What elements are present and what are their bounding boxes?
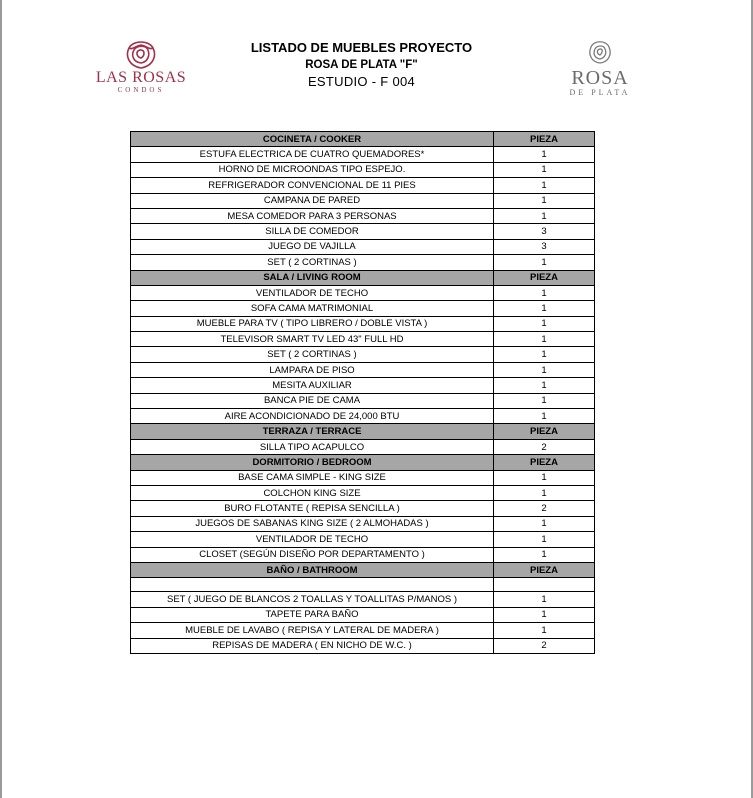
item-quantity: 1 bbox=[494, 285, 595, 300]
item-quantity: 1 bbox=[494, 193, 595, 208]
table-row bbox=[131, 516, 595, 531]
section-title: DORMITORIO / BEDROOM bbox=[131, 455, 494, 470]
item-quantity: 1 bbox=[494, 532, 595, 547]
item-description: TELEVISOR SMART TV LED 43" FULL HD bbox=[131, 332, 494, 347]
table-row bbox=[131, 547, 595, 562]
table-row bbox=[131, 255, 595, 270]
item-description: MUEBLE PARA TV ( TIPO LIBRERO / DOBLE VISTA ) bbox=[131, 316, 494, 331]
item-description: LAMPARA DE PISO bbox=[131, 362, 494, 377]
item-quantity bbox=[494, 578, 595, 592]
item-quantity: 1 bbox=[494, 362, 595, 377]
table-row bbox=[131, 532, 595, 547]
item-description: JUEGOS DE SABANAS KING SIZE ( 2 ALMOHADAS ) bbox=[131, 516, 494, 531]
item-quantity: 2 bbox=[494, 439, 595, 454]
item-description: HORNO DE MICROONDAS TIPO ESPEJO. bbox=[131, 162, 494, 177]
item-description: BANCA PIE DE CAMA bbox=[131, 393, 494, 408]
item-description: JUEGO DE VAJILLA bbox=[131, 239, 494, 254]
table-row bbox=[131, 162, 595, 177]
table-row bbox=[131, 239, 595, 254]
section-header-row bbox=[131, 270, 595, 285]
item-quantity: 1 bbox=[494, 393, 595, 408]
document-header bbox=[220, 40, 503, 90]
table-row bbox=[131, 301, 595, 316]
item-quantity: 3 bbox=[494, 224, 595, 239]
item-description: BURO FLOTANTE ( REPISA SENCILLA ) bbox=[131, 501, 494, 516]
item-description: TAPETE PARA BAÑO bbox=[131, 607, 494, 622]
section-title: TERRAZA / TERRACE bbox=[131, 424, 494, 439]
item-quantity: 1 bbox=[494, 332, 595, 347]
item-description bbox=[131, 578, 494, 592]
item-quantity: 1 bbox=[494, 485, 595, 500]
item-quantity: 1 bbox=[494, 409, 595, 424]
item-quantity: 1 bbox=[494, 147, 595, 162]
item-quantity: 1 bbox=[494, 607, 595, 622]
item-quantity: 1 bbox=[494, 378, 595, 393]
item-quantity: 1 bbox=[494, 547, 595, 562]
section-title: SALA / LIVING ROOM bbox=[131, 270, 494, 285]
item-quantity: 1 bbox=[494, 623, 595, 638]
item-description: BASE CAMA SIMPLE - KING SIZE bbox=[131, 470, 494, 485]
document-title: LISTADO DE MUEBLES PROYECTO bbox=[250, 40, 473, 55]
item-description: MUEBLE DE LAVABO ( REPISA Y LATERAL DE MADERA ) bbox=[131, 623, 494, 638]
table-row bbox=[131, 393, 595, 408]
table-row bbox=[131, 347, 595, 362]
table-row bbox=[131, 607, 595, 622]
table-row bbox=[131, 501, 595, 516]
item-description: REFRIGERADOR CONVENCIONAL DE 11 PIES bbox=[131, 178, 494, 193]
section-header-row bbox=[131, 132, 595, 147]
furniture-table bbox=[130, 131, 595, 654]
item-description: CAMPANA DE PARED bbox=[131, 193, 494, 208]
rosa-de-plata-logo bbox=[550, 36, 650, 106]
table-row bbox=[131, 285, 595, 300]
qty-column-header: PIEZA bbox=[494, 562, 595, 577]
item-description: ESTUFA ELECTRICA DE CUATRO QUEMADORES* bbox=[131, 147, 494, 162]
table-row bbox=[131, 485, 595, 500]
document-subtitle: ROSA DE PLATA "F" bbox=[305, 59, 418, 71]
item-description: AIRE ACONDICIONADO DE 24,000 BTU bbox=[131, 409, 494, 424]
item-quantity: 1 bbox=[494, 470, 595, 485]
table-row bbox=[131, 147, 595, 162]
item-quantity: 1 bbox=[494, 208, 595, 223]
unit-label: ESTUDIO - F 004 bbox=[307, 74, 416, 89]
table-row bbox=[131, 439, 595, 454]
item-description: CLOSET (SEGÚN DISEÑO POR DEPARTAMENTO ) bbox=[131, 547, 494, 562]
item-quantity: 1 bbox=[494, 162, 595, 177]
logo-right-brand: ROSA bbox=[571, 67, 629, 89]
item-description: SOFA CAMA MATRIMONIAL bbox=[131, 301, 494, 316]
item-description: MESITA AUXILIAR bbox=[131, 378, 494, 393]
section-title: BAÑO / BATHROOM bbox=[131, 562, 494, 577]
table-row bbox=[131, 362, 595, 377]
logo-right-sub: DE PLATA bbox=[569, 88, 631, 97]
item-description: VENTILADOR DE TECHO bbox=[131, 532, 494, 547]
table-row bbox=[131, 208, 595, 223]
item-description: SET ( JUEGO DE BLANCOS 2 TOALLAS Y TOALLITAS P/MANOS ) bbox=[131, 592, 494, 607]
page-frame-left bbox=[0, 0, 2, 798]
section-header-row bbox=[131, 455, 595, 470]
item-description: SET ( 2 CORTINAS ) bbox=[131, 255, 494, 270]
table-row bbox=[131, 224, 595, 239]
qty-column-header: PIEZA bbox=[494, 270, 595, 285]
table-row bbox=[131, 332, 595, 347]
section-header-row bbox=[131, 424, 595, 439]
table-row bbox=[131, 578, 595, 592]
table-row bbox=[131, 623, 595, 638]
logo-left-sub: CONDOS bbox=[117, 86, 165, 94]
table-row bbox=[131, 409, 595, 424]
item-quantity: 1 bbox=[494, 316, 595, 331]
table-row bbox=[131, 378, 595, 393]
item-description: REPISAS DE MADERA ( EN NICHO DE W.C. ) bbox=[131, 638, 494, 653]
item-quantity: 1 bbox=[494, 516, 595, 531]
table-row bbox=[131, 193, 595, 208]
section-header-row bbox=[131, 562, 595, 577]
qty-column-header: PIEZA bbox=[494, 132, 595, 147]
item-quantity: 1 bbox=[494, 592, 595, 607]
logo-left-brand: LAS ROSAS bbox=[95, 69, 187, 86]
table-row bbox=[131, 178, 595, 193]
item-description: VENTILADOR DE TECHO bbox=[131, 285, 494, 300]
item-description: SET ( 2 CORTINAS ) bbox=[131, 347, 494, 362]
item-quantity: 2 bbox=[494, 638, 595, 653]
item-quantity: 1 bbox=[494, 301, 595, 316]
item-description: SILLA TIPO ACAPULCO bbox=[131, 439, 494, 454]
item-quantity: 2 bbox=[494, 501, 595, 516]
table-row bbox=[131, 638, 595, 653]
qty-column-header: PIEZA bbox=[494, 455, 595, 470]
item-description: SILLA DE COMEDOR bbox=[131, 224, 494, 239]
qty-column-header: PIEZA bbox=[494, 424, 595, 439]
rose-icon bbox=[585, 36, 615, 66]
table-row bbox=[131, 470, 595, 485]
las-rosas-logo bbox=[86, 36, 196, 106]
item-quantity: 3 bbox=[494, 239, 595, 254]
section-title: COCINETA / COOKER bbox=[131, 132, 494, 147]
rose-icon bbox=[121, 36, 161, 72]
item-quantity: 1 bbox=[494, 255, 595, 270]
table-row bbox=[131, 316, 595, 331]
item-description: MESA COMEDOR PARA 3 PERSONAS bbox=[131, 208, 494, 223]
item-quantity: 1 bbox=[494, 178, 595, 193]
item-quantity: 1 bbox=[494, 347, 595, 362]
table-row bbox=[131, 592, 595, 607]
item-description: COLCHON KING SIZE bbox=[131, 485, 494, 500]
